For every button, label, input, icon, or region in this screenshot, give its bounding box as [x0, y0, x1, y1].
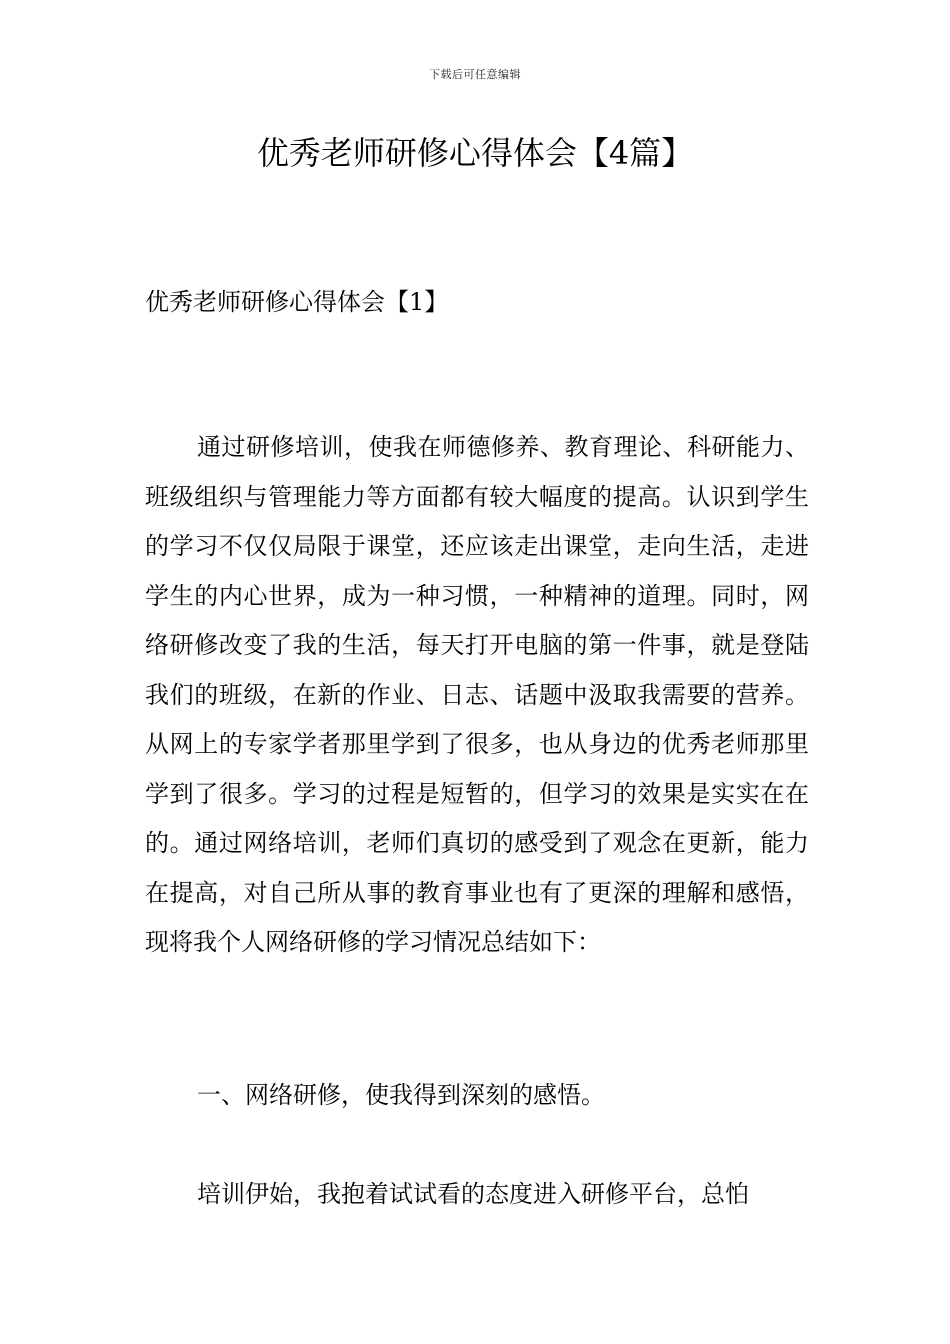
- document-title: 优秀老师研修心得体会【4篇】: [256, 134, 694, 172]
- section-title: 优秀老师研修心得体会【1】: [145, 288, 449, 316]
- header-note: 下载后可任意编辑: [429, 68, 521, 81]
- body-paragraph-continuation: 培训伊始，我抱着试试看的态度进入研修平台，总怕: [197, 1180, 749, 1208]
- body-paragraph-heading-one: 一、网络研修，使我得到深刻的感悟。: [197, 1081, 605, 1109]
- body-paragraph-intro: 通过研修培训，使我在师德修养、教育理论、科研能力、班级组织与管理能力等方面都有较大幅度的提高。认识到学生的学习不仅仅局限于课堂，还应该走出课堂，走向生活，走进学生的内心世界，成为一种习惯，一种精神的道理。同时，网络研修改变了我的生活，每天打开电脑的第一件事，就是登陆我们的班级，在新的作业、日志、话题中汲取我需要的营养。从网上的专家学者那里学到了很多，也从身边的优秀老师那里学到了很多。学习的过程是短暂的，但学习的效果是实实在在的。通过网络培训，老师们真切的感受到了观念在更新，能力在提高，对自己所从事的教育事业也有了更深的理解和感悟，现将我个人网络研修的学习情况总结如下：: [145, 433, 809, 956]
